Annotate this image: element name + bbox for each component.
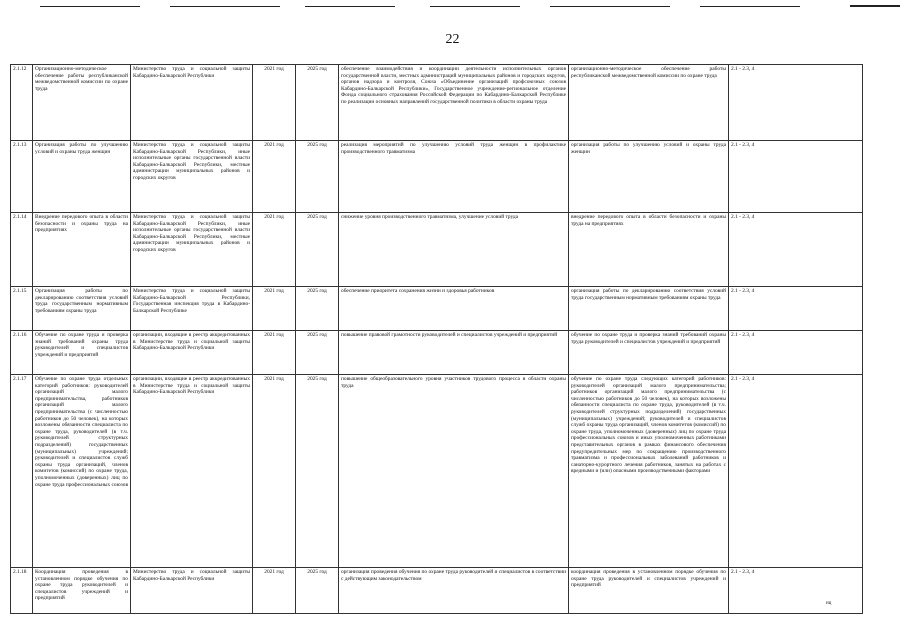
indicator: координация проведения в установленном порядке обучения по охране труда руководителей и специалистов учреждений и предприятий [569, 568, 729, 614]
end-year: 2025 год [296, 568, 339, 614]
row-number: 2.1.18 [11, 568, 33, 614]
start-year: 2021 год [253, 141, 296, 213]
row-number: 2.1.14 [11, 213, 33, 287]
indicator-link: 2.1 - 2.3, 4 [729, 568, 863, 614]
top-rule-7 [850, 5, 900, 7]
measure-name: Организация работы по улучшению условий и охраны труда женщин [33, 141, 131, 213]
indicator: организационно-методическое обеспечение работы республиканской межведомственной комиссии по охране труда [569, 65, 729, 141]
top-rule-2 [170, 6, 280, 7]
expected-result: повышение правовой грамотности руководителей и специалистов учреждений и предприятий [339, 331, 569, 375]
bottom-mark: нц [826, 601, 832, 606]
expected-result: организация проведения обучения по охране труда руководителей и специалистов в соответствии с действующим законодательством [339, 568, 569, 614]
table-row [11, 375, 863, 568]
indicator: организация работы по декларированию соответствия условий труда государственным нормативным требованиям охраны труда [569, 287, 729, 331]
end-year: 2025 год [296, 375, 339, 568]
top-rule-3 [305, 6, 395, 7]
indicator-link: 2.1 - 2.3, 4 [729, 331, 863, 375]
indicator: обучение по охране труда следующих категорий работников: руководителей организаций малого предпринимательства; работников организаций малого предпринимательства (с численностью работников до 50 человек), на которых возложены обязанности специалиста по охране труда, руководителей (в т.ч. руководителей структурных подразделений) государственных (муниципальных) учреждений; руководителей и специалистов служб охраны труда организаций, членов комитетов (комиссий) по охране труда, уполномоченных (доверенных) лиц по охране труда профессиональных союзов и иных уполномоченных работниками представительных органов в рамках финансового обеспечения предупредительных мер по сокращению производственного травматизма и профессиональных заболеваний работников и санаторно-курортного лечения работников, занятых на работах с вредными и (или) опасными производственными факторами [569, 375, 729, 568]
executor: Министерство труда и социальной защиты Кабардино-Балкарской Республики [131, 568, 253, 614]
executor: Министерство труда и социальной защиты Кабардино-Балкарской Республики, иные исполнительные органы государственной власти Кабардино-Балкарской Республики, местные администрации муниципальных районов и городских округов [131, 141, 253, 213]
expected-result: снижение уровня производственного травматизма, улучшение условий труда [339, 213, 569, 287]
table-row [11, 65, 863, 141]
start-year: 2021 год [253, 213, 296, 287]
executor: организации, входящие в реестр аккредитованных в Министерстве труда и социальной защиты Кабардино-Балкарской Республики [131, 375, 253, 568]
end-year: 2025 год [296, 65, 339, 141]
start-year: 2021 год [253, 375, 296, 568]
measure-name: Организационно-методическое обеспечение работы республиканской межведомственной комиссии по охране труда [33, 65, 131, 141]
table-row [11, 287, 863, 331]
executor: Министерство труда и социальной защиты Кабардино-Балкарской Республики [131, 65, 253, 141]
indicator: обучение по охране труда и проверка знаний требований охраны труда руководителей и специалистов учреждений и предприятий [569, 331, 729, 375]
end-year: 2025 год [296, 331, 339, 375]
executor: организации, входящие в реестр аккредитованных в Министерстве труда и социальной защиты Кабардино-Балкарской Республики [131, 331, 253, 375]
indicator-link: 2.1 - 2.3, 4 [729, 213, 863, 287]
end-year: 2025 год [296, 287, 339, 331]
top-rule-6 [700, 6, 800, 7]
measure-name: Обучение по охране труда отдельных категорий работников: руководителей организаций малого предпринимательства, работников организаций малого предпринимательства (с численностью работников до 50 человек), на которых возложены обязанности специалиста по охране труда, руководителей (в т.ч. руководителей структурных подразделений) государственных (муниципальных) учреждений; руководителей и специалистов служб охраны труда организаций, членов комитетов (комиссий) по охране труда, уполномоченных (доверенных) лиц по охране труда профессиональных союзов [33, 375, 131, 568]
indicator-link: 2.1 - 2.3, 4 [729, 375, 863, 568]
executor: Министерство труда и социальной защиты Кабардино-Балкарской Республики, иные исполнительные органы государственной власти Кабардино-Балкарской Республики, местные администрации муниципальных районов и городских округов [131, 213, 253, 287]
row-number: 2.1.16 [11, 331, 33, 375]
table-row [11, 141, 863, 213]
measure-name: Организация работы по декларированию соответствия условий труда государственным нормативным требованиям охраны труда [33, 287, 131, 331]
top-rule-4 [430, 6, 520, 7]
table-row [11, 213, 863, 287]
measure-name: Координация проведения в установленном порядке обучения по охране труда руководителей и специалистов учреждений и предприятий [33, 568, 131, 614]
indicator-link: 2.1 - 2.3, 4 [729, 287, 863, 331]
start-year: 2021 год [253, 568, 296, 614]
measure-name: Внедрение передового опыта в области безопасности и охраны труда на предприятиях [33, 213, 131, 287]
table-row [11, 331, 863, 375]
start-year: 2021 год [253, 287, 296, 331]
start-year: 2021 год [253, 331, 296, 375]
executor: Министерство труда и социальной защиты Кабардино-Балкарской Республики, Государственная инспекция труда в Кабардино-Балкарской Республике [131, 287, 253, 331]
measures-table [10, 64, 863, 614]
start-year: 2021 год [253, 65, 296, 141]
expected-result: обеспечение взаимодействия и координации деятельности исполнительных органов государственной власти, местных администраций муниципальных районов и городских округов, органов надзора и контроля, Союза «Объединение организаций профсоюзных союзов Кабардино-Балкарской Республики», Государственное учреждение-региональное отделение Фонда социального страхования Российской Федерации по Кабардино-Балкарской Республике по реализации основных направлений государственной политики в области охраны труда [339, 65, 569, 141]
row-number: 2.1.15 [11, 287, 33, 331]
indicator-link: 2.1 - 2.3, 4 [729, 65, 863, 141]
row-number: 2.1.17 [11, 375, 33, 568]
table-row [11, 568, 863, 614]
row-number: 2.1.12 [11, 65, 33, 141]
indicator: внедрение передового опыта в области безопасности и охраны труда на предприятиях [569, 213, 729, 287]
expected-result: повышение общеобразовательного уровня участников трудового процесса в области охраны труда [339, 375, 569, 568]
expected-result: реализация мероприятий по улучшению условий труда женщин в профилактике производственного травматизма [339, 141, 569, 213]
indicator: организация работы по улучшению условий и охраны труда женщин [569, 141, 729, 213]
end-year: 2025 год [296, 141, 339, 213]
end-year: 2025 год [296, 213, 339, 287]
expected-result: обеспечение приоритета сохранения жизни и здоровья работников [339, 287, 569, 331]
row-number: 2.1.13 [11, 141, 33, 213]
top-rule-5 [550, 6, 670, 7]
top-rule-1 [40, 6, 140, 7]
measure-name: Обучение по охране труда и проверка знаний требований охраны труда руководителей и специалистов учреждений и предприятий [33, 331, 131, 375]
page-number: 22 [445, 32, 460, 47]
indicator-link: 2.1 - 2.3, 4 [729, 141, 863, 213]
